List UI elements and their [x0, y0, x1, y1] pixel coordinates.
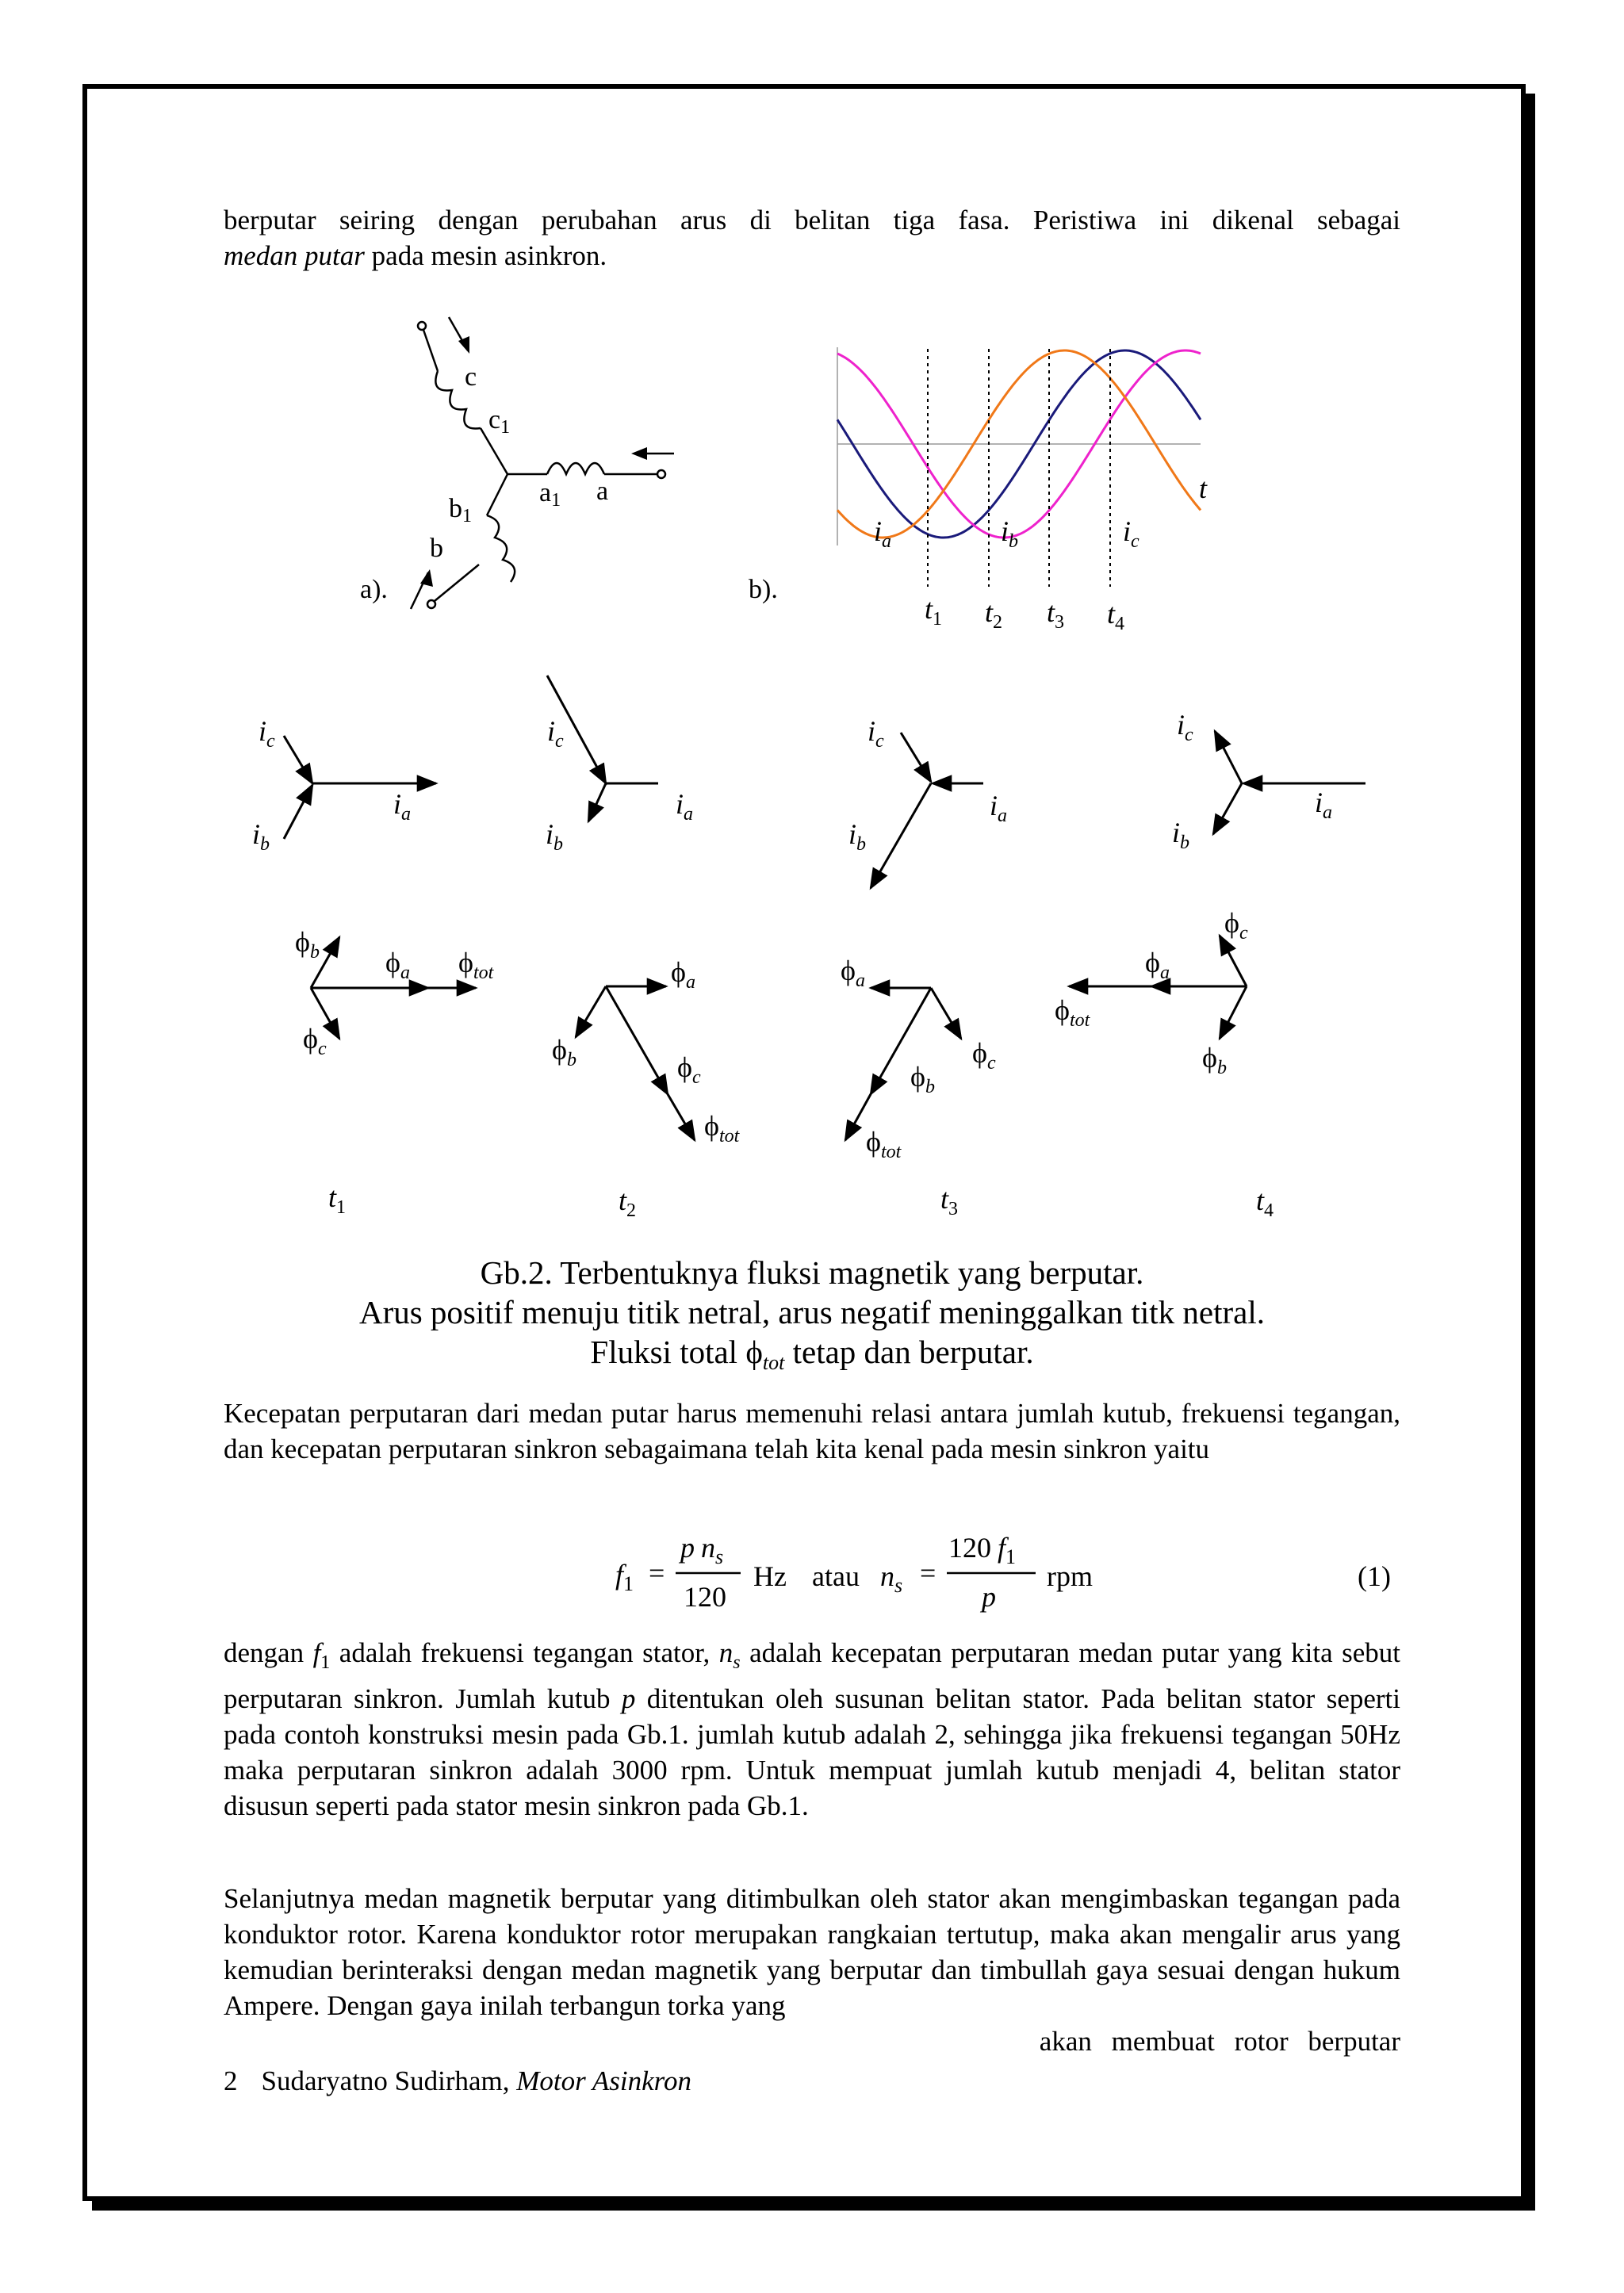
- eq-ns: $n_s$: [880, 1560, 903, 1597]
- eq-f1: $f_1$: [615, 1559, 634, 1595]
- equation-1: [0, 1522, 1624, 1625]
- paragraph-3-text: Selanjutnya medan magnetik berputar yang ditimbulkan oleh stator akan mengimbaskan tegangan pada konduktor rotor. Karena konduktor rotor merupakan rangkaian tertutup, maka akan mengalir arus yang kemudian berinteraksi dengan medan magnetik yang berputar dan timbullah gaya sesuai dengan hukum Ampere. Dengan gaya inilah terbangun torka yang: [224, 1883, 1400, 2021]
- t4-ib-arrow: [1213, 783, 1242, 834]
- intro-rest: pada mesin asinkron.: [364, 240, 607, 271]
- phasor-t1-label: $t_1$: [328, 1181, 347, 1218]
- paragraph-3: [224, 1881, 1400, 2059]
- eq-den2: p: [982, 1581, 996, 1613]
- eq-num2: 120 $f_1$: [948, 1532, 1017, 1568]
- t2-phib-arrow: [576, 986, 606, 1037]
- label-ib: $i_b$: [1001, 515, 1019, 552]
- t1-phitot-label: $\phi_{tot}$: [458, 947, 494, 983]
- t2-phitot-label: $\phi_{tot}$: [704, 1110, 740, 1146]
- t3-ib-arrow: [871, 783, 931, 888]
- t4-phia-label: $\phi_a$: [1145, 947, 1170, 983]
- eq-num1: p $n_s$: [680, 1532, 724, 1568]
- t4-ic-arrow: [1215, 731, 1242, 783]
- t2-phic-arrow: [606, 986, 668, 1094]
- t3-ic-arrow: [901, 733, 931, 782]
- t2-phitot-arrow: [668, 1094, 695, 1140]
- caption-line2: Arus positif menuju titik netral, arus negatif meninggalkan titk netral.: [358, 1294, 1266, 1330]
- footer-author: Sudaryatno Sudirham,: [261, 2065, 517, 2096]
- t2-ia-label: $i_a$: [676, 788, 694, 825]
- t3-phitot-label: $\phi_{tot}$: [866, 1126, 902, 1162]
- t4-phic-label: $\phi_c$: [1224, 907, 1248, 944]
- page-footer: [224, 2063, 691, 2099]
- t1-ib-arrow: [284, 785, 312, 839]
- eq-atau: atau: [812, 1560, 860, 1592]
- label-t1: $t_1$: [925, 593, 943, 630]
- t4-phib-label: $\phi_b$: [1202, 1042, 1227, 1078]
- t3-ic-label: $i_c$: [868, 715, 884, 752]
- eq-number: (1): [1358, 1560, 1391, 1592]
- t2-phic-label: $\phi_c$: [677, 1051, 701, 1088]
- t2-ic-arrow: [547, 676, 606, 783]
- eq-unit1: Hz: [753, 1560, 787, 1592]
- t1-ic-arrow: [284, 736, 312, 783]
- t3-phib-label: $\phi_b$: [910, 1061, 935, 1097]
- caption-line3: Fluksi total ϕtot tetap dan berputar.: [590, 1334, 1034, 1374]
- label-a1: a1: [539, 478, 561, 511]
- label-ia: $i_a$: [874, 515, 892, 552]
- intro-line1: berputar seiring dengan perubahan arus di belitan tiga fasa. Peristiwa ini dikenal sebagai: [224, 205, 1400, 235]
- figure-b-label: b).: [749, 575, 778, 604]
- t1-ia-label: $i_a$: [393, 788, 412, 825]
- phasor-t4-label: $t_4$: [1256, 1185, 1274, 1221]
- eq-equals-2: =: [920, 1557, 936, 1589]
- eq-den1: 120: [684, 1581, 726, 1613]
- t1-phia-label: $\phi_a$: [385, 947, 410, 983]
- t1-ib-label: $i_b$: [252, 818, 270, 855]
- eq-unit2: rpm: [1047, 1560, 1093, 1592]
- figure-caption: [224, 1253, 1400, 1383]
- paragraph-3-tail: akan membuat rotor berputar: [1039, 2026, 1400, 2057]
- t4-ia-label: $i_a$: [1315, 787, 1333, 823]
- t2-ib-label: $i_b$: [546, 818, 564, 855]
- paragraph-2: dengan $f_1$ adalah frekuensi tegangan stator, $n_s$ adalah kecepatan perputaran medan putar yang kita sebut perputaran sinkron. Jumlah kutub p ditentukan oleh susunan belitan stator. Pada belitan stator seperti pada contoh konstruksi mesin pada Gb.1. jumlah kutub adalah 2, sehingga jika frekuensi tegangan 50Hz maka perputaran sinkron adalah 3000 rpm. Untuk mempuat jumlah kutub menjadi 4, belitan stator disusun seperti pada stator mesin sinkron pada Gb.1.: [224, 1637, 1400, 1821]
- t1-phic-label: $\phi_c$: [303, 1023, 327, 1059]
- t3-phic-label: $\phi_c$: [972, 1037, 996, 1074]
- caption-line1: Gb.2. Terbentuknya fluksi magnetik yang berputar.: [480, 1254, 1144, 1291]
- phasor-t3-label: $t_3$: [940, 1183, 959, 1219]
- figure-a-label: a).: [360, 575, 388, 604]
- label-ic: $i_c$: [1123, 515, 1139, 552]
- t2-ib-arrow: [588, 783, 606, 821]
- t1-phib-label: $\phi_b$: [295, 926, 320, 963]
- intro-emphasis: medan putar: [224, 240, 365, 271]
- t2-ic-label: $i_c$: [547, 715, 564, 752]
- label-b1: b1: [449, 494, 472, 526]
- label-a: a: [596, 477, 609, 506]
- label-c: c: [465, 362, 477, 392]
- page-number: 2: [224, 2065, 238, 2096]
- t3-ia-label: $i_a$: [990, 790, 1008, 826]
- t1-ic-label: $i_c$: [259, 715, 275, 752]
- t-axis-label: t: [1199, 473, 1208, 504]
- label-t2: $t_2$: [985, 596, 1003, 633]
- label-c1: c1: [488, 405, 511, 438]
- t4-ib-label: $i_b$: [1172, 817, 1190, 853]
- label-t3: $t_3$: [1047, 596, 1065, 633]
- phasor-t2-label: $t_2$: [619, 1185, 637, 1221]
- label-b: b: [430, 534, 443, 563]
- t3-phia-label: $\phi_a$: [841, 955, 865, 991]
- t2-phia-label: $\phi_a$: [671, 956, 695, 993]
- label-t4: $t_4$: [1107, 598, 1125, 634]
- t4-phitot-label: $\phi_{tot}$: [1055, 994, 1090, 1031]
- t3-ib-label: $i_b$: [848, 818, 867, 855]
- t2-phib-label: $\phi_b$: [552, 1034, 576, 1070]
- eq-equals-1: =: [649, 1557, 665, 1589]
- t3-phic-arrow: [931, 988, 961, 1039]
- t4-ic-label: $i_c$: [1177, 709, 1193, 745]
- t4-phib-arrow: [1220, 986, 1247, 1039]
- footer-book-title: Motor Asinkron: [516, 2065, 691, 2096]
- paragraph-1: Kecepatan perputaran dari medan putar harus memenuhi relasi antara jumlah kutub, frekuensi tegangan, dan kecepatan perputaran sinkron sebagaimana telah kita kenal pada mesin sinkron yaitu: [224, 1398, 1400, 1464]
